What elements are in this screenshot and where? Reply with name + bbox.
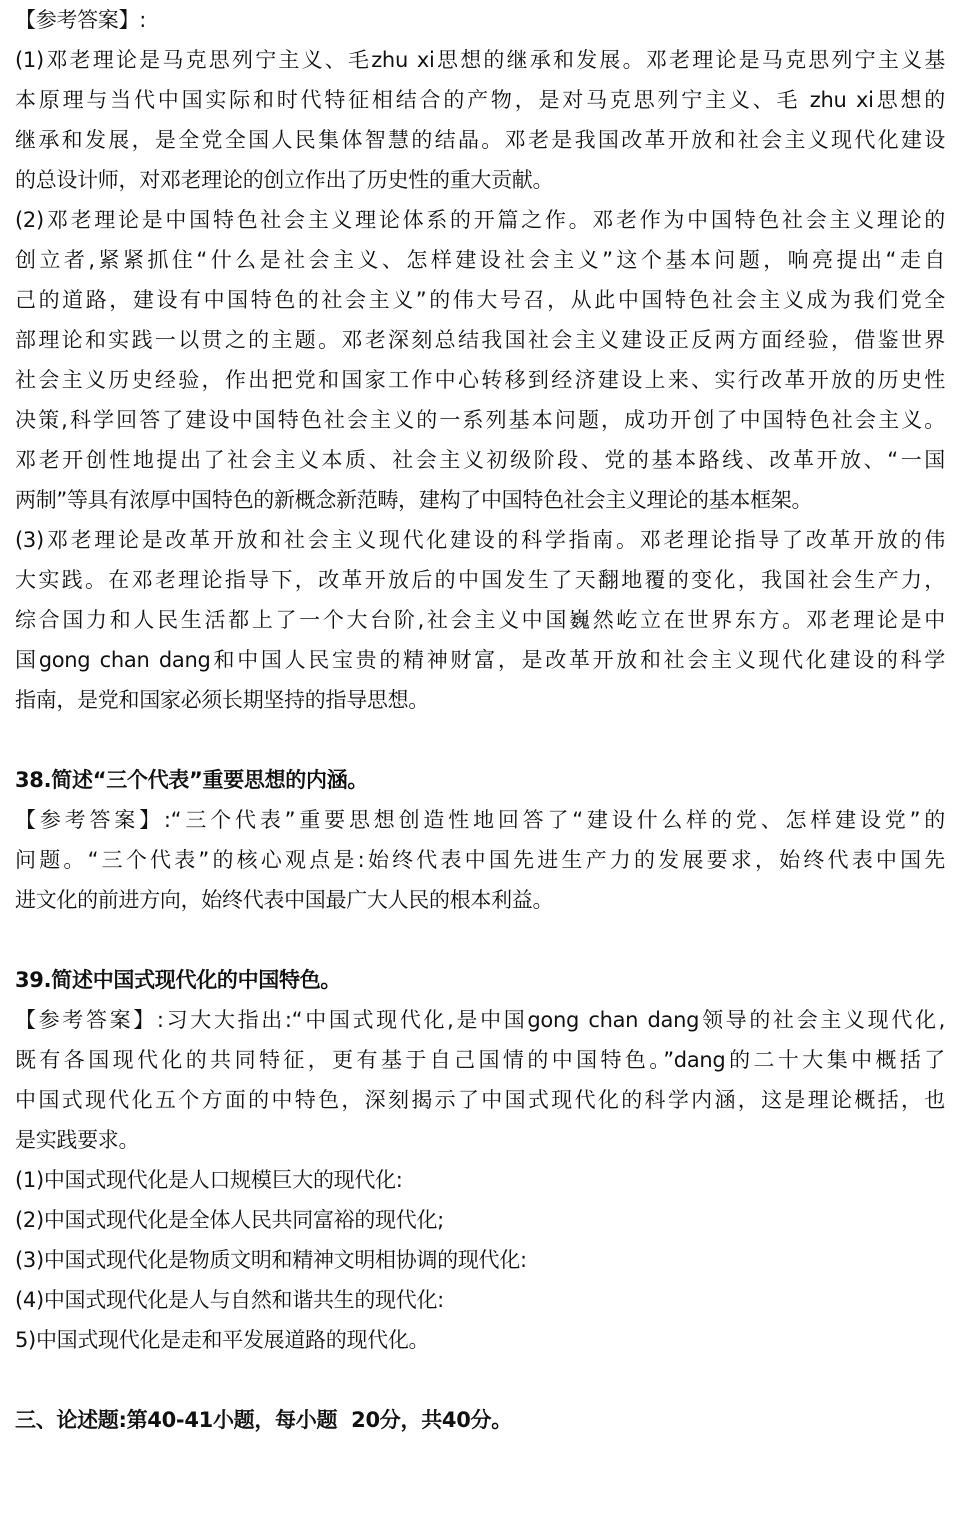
paragraph-line: 大实践。在邓老理论指导下，改革开放后的中国发生了天翻地覆的变化，我国社会生产力， [15, 568, 945, 592]
paragraph-line: 社会主义历史经验，作出把党和国家工作中心转移到经济建设上来、实行改革开放的历史性 [15, 368, 945, 392]
paragraph-line: 决策,科学回答了建设中国特色社会主义的一系列基本问题，成功开创了中国特色社会主义。 [15, 408, 945, 432]
paragraph-line: 的总设计师，对邓老理论的创立作出了历史性的重大贡献。 [15, 168, 554, 192]
list-item: (2)中国式现代化是全体人民共同富裕的现代化; [15, 1208, 444, 1232]
paragraph-line: 继承和发展，是全党全国人民集体智慧的结晶。邓老是我国改革开放和社会主义现代化建设 [15, 128, 945, 152]
paragraph-line: 部理论和实践一以贯之的主题。邓老深刻总结我国社会主义建设正反两方面经验，借鉴世界 [15, 328, 945, 352]
list-item: (3)中国式现代化是物质文明和精神文明相协调的现代化: [15, 1248, 527, 1272]
list-item: (4)中国式现代化是人与自然和谐共生的现代化: [15, 1288, 444, 1312]
paragraph-line: 两制”等具有浓厚中国特色的新概念新范畴，建构了中国特色社会主义理论的基本框架。 [15, 488, 813, 512]
list-item: 5)中国式现代化是走和平发展道路的现代化。 [15, 1328, 430, 1352]
paragraph-line: 【参考答案】:“三个代表”重要思想创造性地回答了“建设什么样的党、怎样建设党”的 [15, 808, 945, 832]
answer-label: 【参考答案】: [15, 8, 146, 32]
list-item: (1)中国式现代化是人口规模巨大的现代化: [15, 1168, 403, 1192]
paragraph-line: 本原理与当代中国实际和时代特征相结合的产物，是对马克思列宁主义、毛 zhu xi思想的 [15, 88, 945, 112]
paragraph-line: (3)邓老理论是改革开放和社会主义现代化建设的科学指南。邓老理论指导了改革开放的伟 [15, 528, 945, 552]
paragraph-line: 【参考答案】:习大大指出:“中国式现代化,是中国gong chan dang领导的社会主义现代化, [15, 1008, 945, 1032]
paragraph-line: 指南，是党和国家必须长期坚持的指导思想。 [15, 688, 429, 712]
paragraph-line: 己的道路，建设有中国特色的社会主义”的伟大号召，从此中国特色社会主义成为我们党全 [15, 288, 945, 312]
question-38-title: 38.简述“三个代表”重要思想的内涵。 [15, 768, 369, 792]
paragraph-line: 中国式现代化五个方面的中特色，深刻揭示了中国式现代化的科学内涵，这是理论概括，也 [15, 1088, 945, 1112]
paragraph-line: 邓老开创性地提出了社会主义本质、社会主义初级阶段、党的基本路线、改革开放、“一国 [15, 448, 945, 472]
paragraph-line: 是实践要求。 [15, 1128, 140, 1152]
paragraph-line: 综合国力和人民生活都上了一个大台阶,社会主义中国巍然屹立在世界东方。邓老理论是中 [15, 608, 945, 632]
paragraph-line: 创立者,紧紧抓住“什么是社会主义、怎样建设社会主义”这个基本问题，响亮提出“走自 [15, 248, 945, 272]
paragraph-line: 既有各国现代化的共同特征，更有基于自己国情的中国特色。”dang的二十大集中概括了 [15, 1048, 945, 1072]
paragraph-line: 进文化的前进方向，始终代表中国最广大人民的根本利益。 [15, 888, 554, 912]
paragraph-line: 国gong chan dang和中国人民宝贵的精神财富，是改革开放和社会主义现代化建设的科学 [15, 648, 945, 672]
section-3-heading: 三、论述题:第40-41小题，每小题 20分，共40分。 [15, 1408, 512, 1432]
paragraph-line: (2)邓老理论是中国特色社会主义理论体系的开篇之作。邓老作为中国特色社会主义理论的 [15, 208, 945, 232]
paragraph-line: (1)邓老理论是马克思列宁主义、毛zhu xi思想的继承和发展。邓老理论是马克思列宁主义基 [15, 48, 945, 72]
question-39-title: 39.简述中国式现代化的中国特色。 [15, 968, 342, 992]
paragraph-line: 问题。“三个代表”的核心观点是:始终代表中国先进生产力的发展要求，始终代表中国先 [15, 848, 945, 872]
